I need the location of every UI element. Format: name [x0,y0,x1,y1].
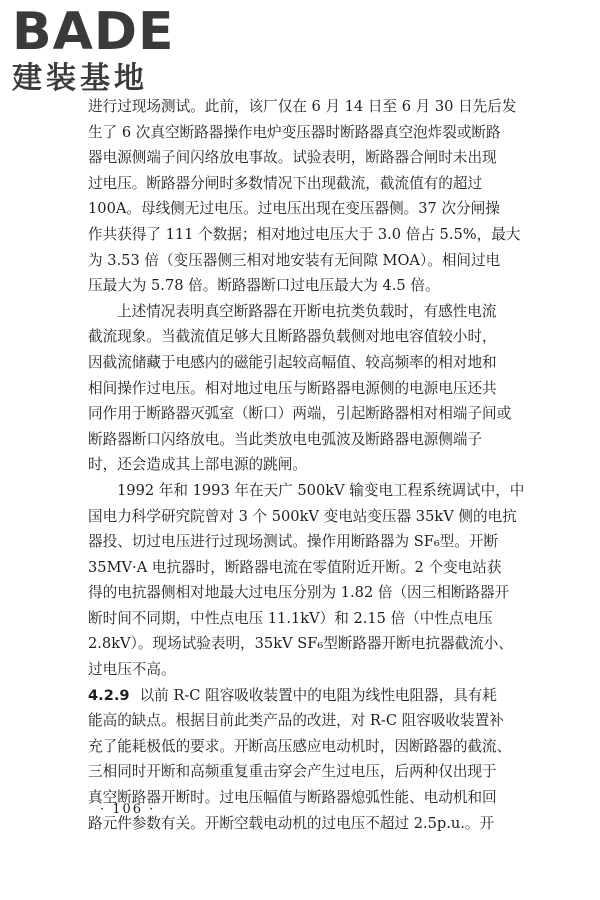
body-text [88,94,525,836]
text-line: 2.8kV）。现场试验表明，35kV SF₆型断路器开断电抗器截流小、 [88,635,513,653]
text-line: 路元件参数有关。开断空载电动机的过电压不超过 2.5p.u.。开 [88,814,495,832]
text-line: 真空断路器开断时。过电压幅值与断路器熄弧性能、电动机和回 [88,789,497,807]
text-line: 时，还会造成其上部电源的跳闸。 [88,456,307,474]
text-line: 作共获得了 111 个数据；相对地过电压大于 3.0 倍占 5.5%，最大 [88,225,521,243]
text-line: 35MV·A 电抗器时，断路器电流在零值附近开断。2 个变电站获 [88,558,502,576]
text-line: 断时间不同期，中性点电压 11.1kV）和 2.15 倍（中性点电压 [88,609,493,627]
logo [12,4,187,96]
text-line: 器电源侧端子间闪络放电事故。试验表明，断路器合闸时未出现 [88,149,497,167]
page-number: · 106 · [100,802,156,817]
text-line: 充了能耗极低的要求。开断高压感应电动机时，因断路器的截流、 [88,737,512,755]
text-line-content: 以前 R-C 阻容吸收装置中的电阻为线性电阻器，具有耗 [139,686,497,704]
text-line: 国电力科学研究院曾对 3 个 500kV 变电站变压器 35kV 侧的电抗 [88,507,517,525]
logo-word: BADE [12,2,175,62]
text-line [88,683,520,709]
text-line: 相间操作过电压。相对地过电压与断路器电源侧的电源电压还共 [88,379,497,397]
text-line: 同作用于断路器灭弧室（断口）两端，引起断路器相对相端子间或 [88,405,512,423]
text-line: 压最大为 5.78 倍。断路器断口过电压最大为 4.5 倍。 [88,277,440,295]
text-line: 生了 6 次真空断路器操作电炉变压器时断路器真空泡炸裂或断路 [88,123,501,141]
text-line: 器投、切过电压进行过现场测试。操作用断路器为 SF₆型。开断 [88,533,499,551]
section-number: 4.2.9 [88,686,130,704]
text-line: 断路器断口闪络放电。当此类放电电弧波及断路器电源侧端子 [88,430,483,448]
text-line: 因截流储藏于电感内的磁能引起较高幅值、较高频率的相对地和 [88,353,497,371]
text-line: 截流现象。当截流值足够大且断路器负载侧对地电容值较小时， [88,328,497,346]
text-line: 1992 年和 1993 年在天广 500kV 输变电工程系统调试中，中 [117,481,525,499]
logo-subtitle: 建装基地 [12,61,148,96]
text-line: 进行过现场测试。此前，该厂仅在 6 月 14 日至 6 月 30 日先后发 [88,98,517,115]
text-line: 100A。母线侧无过电压。过电压出现在变压器侧。37 次分闸操 [88,200,500,218]
text-line: 过电压不高。 [88,661,176,679]
text-line: 上述情况表明真空断路器在开断电抗类负载时，有感性电流 [117,302,497,320]
text-line: 三相同时开断和高频重复重击穿会产生过电压，后两种仅出现于 [88,763,497,781]
text-line: 能高的缺点。根据目前此类产品的改进，对 R-C 阻容吸收装置补 [88,712,504,730]
text-line: 过电压。断路器分闸时多数情况下出现截流，截流值有的超过 [88,174,483,192]
text-line: 得的电抗器侧相对地最大过电压分别为 1.82 倍（因三相断路器开 [88,584,510,602]
text-line: 为 3.53 倍（变压器侧三相对地安装有无间隙 MOA）。相间过电 [88,251,501,269]
